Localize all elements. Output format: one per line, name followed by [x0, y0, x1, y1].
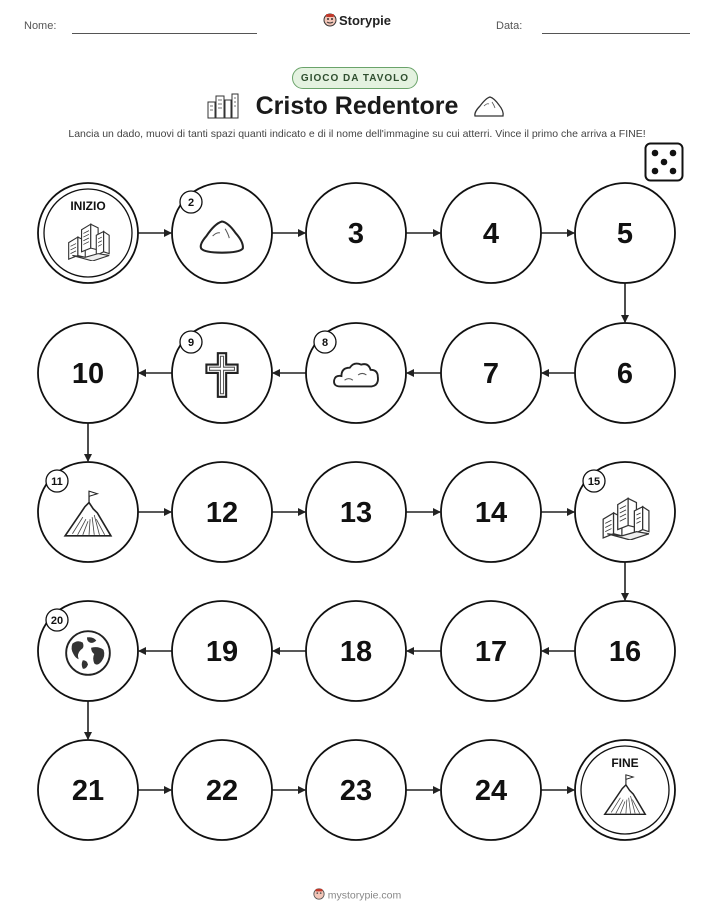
space-number: 13 [339, 497, 373, 529]
page-title: Cristo Redentore [255, 92, 459, 120]
board-space-9[interactable] [172, 323, 272, 423]
space-number: 16 [608, 636, 642, 668]
board-space-24[interactable] [441, 740, 541, 840]
space-label: FINE [611, 756, 639, 770]
space-number: 4 [482, 218, 500, 250]
space-number: 3 [347, 218, 365, 250]
space-number: 19 [205, 636, 239, 668]
board-spaces [38, 183, 675, 840]
board-space-21[interactable] [38, 740, 138, 840]
category-badge: GIOCO DA TAVOLO [292, 67, 418, 89]
board-space-1[interactable] [38, 183, 138, 283]
space-number: 7 [482, 358, 500, 390]
space-number: 14 [474, 497, 508, 529]
space-number: 5 [616, 218, 634, 250]
board-space-18[interactable] [306, 601, 406, 701]
instructions: Lancia un dado, muovi di tanti spazi quanti indicato e di il nome dell'immagine su cui atterri. Vince il primo che arriva a FINE! [68, 128, 646, 140]
board-space-16[interactable] [575, 601, 675, 701]
space-number: 22 [205, 775, 239, 807]
board-space-19[interactable] [172, 601, 272, 701]
board-space-23[interactable] [306, 740, 406, 840]
board-space-10[interactable] [38, 323, 138, 423]
board-space-15[interactable] [575, 462, 675, 562]
space-number: 21 [71, 775, 105, 807]
space-number: 18 [339, 636, 373, 668]
board-space-17[interactable] [441, 601, 541, 701]
space-label: INIZIO [70, 199, 106, 213]
board-space-2[interactable] [172, 183, 272, 283]
board-space-14[interactable] [441, 462, 541, 562]
board-space-8[interactable] [306, 323, 406, 423]
globe-icon [66, 631, 110, 675]
board-space-5[interactable] [575, 183, 675, 283]
board-space-12[interactable] [172, 462, 272, 562]
space-number: 11 [51, 476, 63, 488]
space-number: 15 [587, 476, 601, 488]
board-space-20[interactable] [38, 601, 138, 701]
board-space-4[interactable] [441, 183, 541, 283]
board-space-3[interactable] [306, 183, 406, 283]
footer [0, 888, 714, 903]
space-number: 12 [205, 497, 239, 529]
date-label: Data: [496, 20, 523, 32]
brand-name: Storypie [338, 13, 391, 28]
footer-url[interactable]: mystorypie.com [327, 889, 402, 902]
board-space-22[interactable] [172, 740, 272, 840]
board-space-11[interactable] [38, 462, 138, 562]
space-number: 6 [616, 358, 634, 390]
space-number: 10 [71, 358, 105, 390]
space-number: 9 [187, 337, 195, 349]
name-label: Nome: [24, 20, 57, 32]
space-number: 24 [474, 775, 508, 807]
space-number: 20 [50, 615, 64, 627]
space-number: 17 [474, 636, 508, 668]
board-space-13[interactable] [306, 462, 406, 562]
space-number: 2 [187, 197, 195, 209]
board-space-25[interactable] [575, 740, 675, 840]
board-space-7[interactable] [441, 323, 541, 423]
space-number: 23 [339, 775, 373, 807]
storypie-logo-icon [313, 888, 325, 903]
space-number: 8 [321, 337, 329, 349]
board-space-6[interactable] [575, 323, 675, 423]
